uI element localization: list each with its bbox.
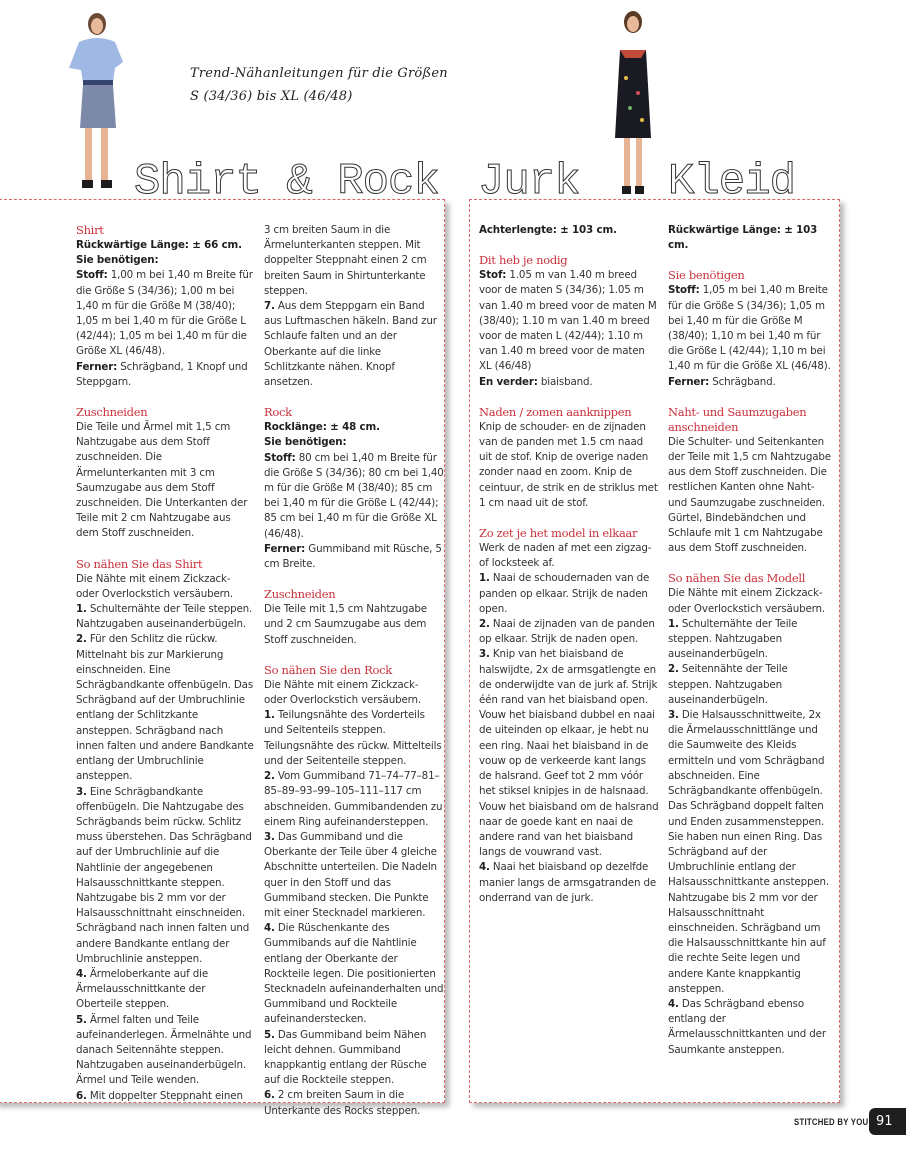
step [76,632,254,784]
step-number: 2. [479,618,490,631]
extras-text: Schrägband. [709,375,776,388]
shirt-extras [76,360,254,390]
subtitle-line-1: Trend-Nähanleitungen für die Größen [190,66,448,81]
model-photo-kleid [608,8,658,198]
step [264,921,444,1027]
fabric-text: 1,00 m bei 1,40 m Breite für die Größe S (34/36); 1,00 m bei 1,40 m für die Größe M (38/40); 1,05 m bei 1,40 m für die Größe L (42/44); 1,05 m bei 1,40 m für die Größe XL (46/48). [76,269,253,358]
heading-zo-zet-je: Zo zet je het model in elkaar [479,526,638,541]
shirt-fabric [76,268,254,359]
shirt-continued: 3 cm breiten Saum in die Ärmelunterkanten steppen. Mit doppelter Steppnaht einen 2 cm breiten Saum in Shirtunterkante steppen. [264,224,427,297]
title-kleid: Kleid [668,157,796,207]
page-number: 91 [869,1108,906,1135]
step-text: Knip van het biaisband de halswijdte, 2x de armsgatlengte en de onderwijdte van de jurk af. Strijk één rand van het biaisband open. Vouw het biaisband dubbel en naai de uiteinden op elkaar, je hebt nu een ring. Naai het biaisband in de vouw op de verkeerde kant langs de halsrand. Geef tot 2 mm vóór het stiksel knipjes in de halsnaad. Vouw het biaisband om de halsrand naar de goede kant en naai de andere rand van het biaisband langs de vouwrand vast. [479,648,659,859]
heading-zuschneiden: Zuschneiden [76,405,148,420]
footer-brand: STITCHED BY YOU [794,1117,869,1128]
step-text: Naai het biaisband op dezelfde manier langs de armsgatranden de onderrand van de jurk. [479,861,657,904]
heading-naehen-shirt: So nähen Sie das Shirt [76,556,203,571]
step [264,830,444,921]
column-jurk [479,223,659,906]
heading-dit-heb-je-nodig: Dit heb je nodig [479,253,568,268]
step [479,571,659,617]
heading-zugaben: Naht- und Saumzugaben anschneiden [668,404,807,434]
fabric-text: 80 cm bei 1,40 m Breite für die Größe S (34/36); 80 cm bei 1,40 m für die Größe M (38/40); 85 cm bei 1,40 m für die Größe L (42/44); 85 cm bei 1,40 m für die Größe XL (46/48). [264,451,444,540]
step-number: 2. [264,770,275,783]
step-text: Naai de zijnaden van de panden op elkaar. Strijk de naden open. [479,618,655,646]
step [668,708,833,997]
step [264,1088,444,1118]
step-number: 1. [479,572,490,585]
step [479,647,659,860]
step-text: Das Schrägband ebenso entlang der Ärmelausschnittkanten und der Saumkante ansteppen. [668,997,826,1056]
rock-fabric [264,451,444,542]
naden-text: Knip de schouder- en de zijnaden van de panden met 1.5 cm naad uit de stof. Knip de overige naden zonder naad en zoom. Knip de ceintuur, de strik en de striklus met 1 cm naad uit de stof. [479,420,658,509]
step-number: 3. [76,785,87,798]
rock-needs-label: Sie benötigen: [264,436,347,449]
fabric-label: Stoff: [668,284,700,297]
heading-zuschneiden-rock: Zuschneiden [264,587,336,602]
step-number: 2. [76,633,87,646]
fabric-label: Stoff: [264,451,296,464]
fabric-label: Stof: [479,269,507,282]
jurk-length: Achterlengte: ± 103 cm. [479,224,617,236]
model-intro: Werk de naden af met een zigzag- of locksteek af. [479,542,652,570]
step-number: 4. [76,967,87,980]
step-number: 4. [479,861,490,874]
fabric-text: 1.05 m van 1.40 m breed voor de maten S (34/36); 1.05 m van 1.40 m breed voor de maten M (38/40); 1.10 m van 1.40 m breed voor de maten L (42/44); 1.10 m van 1.40 m breed voor de maten XL (46/48) [479,269,657,373]
title-shirt-rock: Shirt & Rock [134,157,439,207]
heading-naehen-modell: So nähen Sie das Modell [668,571,806,586]
step-text: Das Gummiband und die Oberkante der Teile über 4 gleiche Abschnitte unterteilen. Die Nadeln quer in den Stoff und das Gummiband stecken. Die Punkte mit einer Stecknadel markieren. [264,830,437,919]
step [76,785,254,967]
extras-label: Ferner: [668,375,710,388]
step-text: Teilungsnähte des Vorderteils und Seitenteils steppen. Teilungsnähte des rückw. Mittelteils und der Seitenteile steppen. [264,709,442,767]
step-text: Mit doppelter Steppnaht einen [86,1089,243,1102]
step-number: 6. [264,1089,275,1102]
step-text: Naai de schoudernaden van de panden op elkaar. Strijk de naden open. [479,572,650,615]
step-text: Ärmeloberkante auf die Ärmelausschnittkante der Oberteile steppen. [76,967,209,1011]
step-text: Aus dem Steppgarn ein Band aus Luftmaschen häkeln. Band zur Schlaufe falten und an der Oberkante auf die linke Schlitzkante nähen. Knopf ansetzen. [264,300,437,389]
step-number: 3. [264,830,275,843]
step [76,1013,254,1089]
kleid-length: Rückwärtige Länge: ± 103 cm. [668,224,818,252]
kleid-fabric [668,283,833,374]
naehen-rock-intro: Die Nähte mit einem Zickzack- oder Overlockstich versäubern. [264,678,422,707]
size-subtitle [190,62,448,108]
step [76,1089,254,1104]
step-text: Schulternähte der Teile steppen. Nahtzugaben auseinanderbügeln. [668,617,798,661]
step-text: Ärmel falten und Teile aufeinanderlegen. Ärmelnähte und danach Seitennähte steppen. Nahtzugaben auseinanderbügeln. Ärmel und Teile wenden. [76,1013,252,1087]
model-photo-shirt-rock [55,10,135,200]
step [479,860,659,906]
shirt-needs-label: Sie benötigen: [76,254,159,267]
naehen-intro: Die Nähte mit einem Zickzack- oder Overlockstich versäubern. [76,572,234,600]
rock-length: Rocklänge: ± 48 cm. [264,421,380,434]
step [668,617,833,663]
step-number: 3. [479,648,490,661]
step-text: Eine Schrägbandkante offenbügeln. Die Nahtzugabe des Schrägbands beim rückw. Schlitz muss überstehen. Das Schrägband auf der Umbruchlinie auf die Nahtlinie der angegebenen Halsausschnittkante steppen. Nahtzugabe bis 2 mm vor der Halsausschnittnaht einschneiden. Schrägband nach innen falten und andere Bandkante entlang der Umbruchlinie ansteppen. [76,785,252,965]
column-rock [264,223,444,1119]
step-text: Seitennähte der Teile steppen. Nahtzugaben auseinanderbügeln. [668,663,788,706]
heading-shirt: Shirt [76,223,104,237]
jurk-fabric [479,268,659,374]
heading-sie-benoetigen: Sie benötigen [668,268,745,283]
step [264,299,444,390]
step-text: Vom Gummiband 71–74–77–81–85–89–93–99–105–111–117 cm abschneiden. Gummibandenden zu einem Ring aufeinandersteppen. [264,770,443,828]
rock-extras [264,542,444,572]
heading-naehen-rock: So nähen Sie den Rock [264,662,392,677]
subtitle-line-2: S (34/36) bis XL (46/48) [190,89,353,104]
column-shirt [76,223,254,1104]
step-number: 7. [264,300,275,313]
fabric-label: Stoff: [76,269,108,282]
column-kleid [668,223,833,1058]
zuschneiden-text: Die Teile und Ärmel mit 1,5 cm Nahtzugabe aus dem Stoff zuschneiden. Die Ärmelunterkanten mit 3 cm Saumzugabe aus dem Stoff zuschneiden. Die Unterkanten der Teile mit 2 cm Nahtzugabe aus dem Stoff zuschneiden. [76,421,248,540]
step-number: 1. [76,603,87,616]
step [264,769,444,830]
step [76,967,254,1013]
step-text: Schulternähte der Teile steppen. Nahtzugaben auseinanderbügeln. [76,603,253,631]
step [479,617,659,647]
extras-text: Schrägband, 1 Knopf und Steppgarn. [76,360,248,388]
step-number: 6. [76,1089,87,1102]
kleid-extras [668,375,833,390]
step [668,662,833,708]
step-number: 5. [76,1013,87,1026]
zugaben-text: Die Schulter- und Seitenkanten der Teile mit 1,5 cm Nahtzugabe aus dem Stoff zuschneiden. Die restlichen Kanten ohne Naht- und Saumzugabe zuschneiden. Gürtel, Bindebändchen und Schlaufe mit 1 cm Nahtzugabe aus dem Stoff zuschneiden. [668,435,831,555]
jurk-extras [479,375,659,390]
step-text: Das Gummiband beim Nähen leicht dehnen. Gummiband knappkantig entlang der Rüsche auf die Rockteile steppen. [264,1028,427,1087]
step [264,1028,444,1089]
step [668,997,833,1058]
title-jurk: Jurk [478,157,580,207]
step-number: 2. [668,663,679,676]
step [76,602,254,632]
step-text: Die Rüschenkante des Gummibands auf die Nahtlinie entlang der Oberkante der Rockteile legen. Die positionierten Stecknadeln aufeinanderhalten und Gummiband und Rockteile aufeinanderstecken. [264,922,444,1026]
heading-rock: Rock [264,405,292,420]
naehen-modell-intro: Die Nähte mit einem Zickzack- oder Overlockstich versäubern. [668,587,826,615]
extras-text: Gummiband mit Rüsche, 5 cm Breite. [264,542,442,571]
step-number: 3. [668,709,679,722]
extras-label: Ferner: [264,542,306,555]
heading-naden: Naden / zomen aanknippen [479,404,632,419]
step-number: 4. [264,922,275,935]
step-text: Für den Schlitz die rückw. Mittelnaht bis zur Markierung einschneiden. Eine Schrägbandkante offenbügeln. Das Schrägband auf der Umbruchlinie entlang der Schlitzkante ansteppen. Schrägband nach innen falten und andere Bandkante entlang der Umbruchlinie ansteppen. [76,633,254,783]
step-number: 1. [668,617,679,630]
step-text: Die Halsausschnittweite, 2x die Ärmelausschnittlänge und die Saumweite des Kleids ermitteln und vom Schrägband abschneiden. Eine Schrägbandkante offenbügeln. Das Schrägband doppelt falten und Enden zusammensteppen. Sie haben nun einen Ring. Das Schrägband auf der Umbruchlinie entlang der Halsausschnittkante ansteppen. Nahtzugabe bis 2 mm vor der Halsausschnittnaht einschneiden. Schrägband um die Halsausschnittkante hin auf die rechte Seite legen und andere Kante knappkantig ansteppen. [668,709,830,995]
fabric-text: 1,05 m bei 1,40 m Breite für die Größe S (34/36); 1,05 m bei 1,40 m für die Größe M (38/40); 1,10 m bei 1,40 m für die Größe L (42/44); 1,10 m bei 1,40 m für die Größe XL (46/48). [668,284,831,373]
step-text: 2 cm breiten Saum in die Unterkante des Rocks steppen. [264,1089,421,1117]
zuschneiden-rock-text: Die Teile mit 1,5 cm Nahtzugabe und 2 cm Saumzugabe aus dem Stoff zuschneiden. [264,603,427,646]
step-number: 5. [264,1028,275,1041]
extras-label: Ferner: [76,360,118,373]
extras-label: En verder: [479,375,538,388]
step-number: 1. [264,709,275,722]
step [264,708,444,769]
step-number: 4. [668,997,679,1010]
extras-text: biaisband. [537,375,593,388]
shirt-length: Rückwärtige Länge: ± 66 cm. [76,239,242,251]
